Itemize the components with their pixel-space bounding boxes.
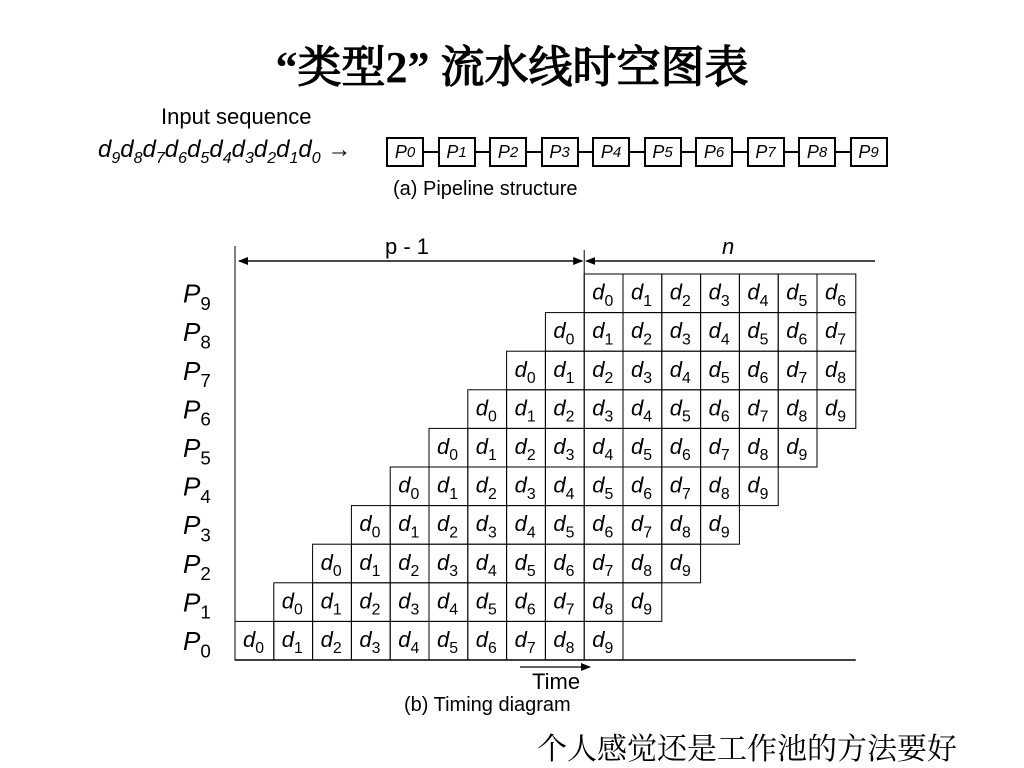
timing-cell-label: $d_0$ [514, 356, 536, 387]
row-label-p4: $P_4$ [183, 471, 211, 507]
time-label: Time [532, 669, 581, 694]
timing-cell-label: $d_8$ [825, 356, 847, 387]
timing-cell-label: $d_4$ [437, 588, 459, 619]
timing-cell-label: $d_1$ [553, 356, 575, 387]
timing-cell-label: $d_3$ [708, 279, 730, 310]
timing-cell-label: $d_4$ [747, 279, 769, 310]
timing-cell-label: $d_5$ [437, 627, 459, 658]
timing-cell-label: $d_2$ [398, 549, 420, 580]
timing-cell-label: $d_1$ [359, 549, 381, 580]
timing-cell-label: $d_8$ [786, 395, 808, 426]
timing-cell-label: $d_0$ [359, 511, 381, 542]
timing-caption: (b) Timing diagram [404, 694, 571, 716]
timing-cell-label: $d_0$ [320, 549, 342, 580]
row-label-p2: $P_2$ [183, 548, 211, 585]
timing-cell-label: $d_6$ [825, 279, 847, 310]
timing-cell-label: $d_8$ [631, 549, 653, 580]
timing-cell-label: $d_6$ [708, 395, 730, 426]
timing-cell-label: $d_4$ [631, 395, 653, 426]
timing-cell-label: $d_7$ [786, 356, 808, 387]
timing-cell-label: $d_2$ [514, 434, 536, 465]
timing-cell-label: $d_0$ [243, 627, 265, 658]
timing-cell-label: $d_2$ [592, 356, 614, 387]
timing-cell-label: $d_0$ [553, 318, 575, 349]
timing-cell-label: $d_6$ [747, 356, 769, 387]
timing-cell-label: $d_3$ [631, 356, 653, 387]
timing-cell-label: $d_9$ [747, 472, 769, 503]
timing-cell-label: $d_2$ [437, 511, 459, 542]
input-sequence-label: Input sequence [161, 104, 312, 129]
pipeline-stage-p1: P 1 [438, 137, 476, 167]
timing-cell-label: $d_4$ [553, 472, 575, 503]
timing-cell-label: $d_8$ [708, 472, 730, 503]
timing-cell-label: $d_3$ [553, 434, 575, 465]
input-sequence-data: $d_9d_8d_7d_6d_5d_4d_3d_2d_1d_0$ → [98, 136, 352, 167]
timing-cell-label: $d_2$ [669, 279, 691, 310]
timing-cell-label: $d_6$ [592, 511, 614, 542]
timing-cell-label: $d_1$ [631, 279, 653, 310]
timing-cell-label: $d_4$ [708, 318, 730, 349]
timing-cell-label: $d_9$ [669, 549, 691, 580]
pipeline-stage-p8: P 8 [798, 137, 836, 167]
timing-cell-label: $d_7$ [631, 511, 653, 542]
timing-cell-label: $d_3$ [359, 627, 381, 658]
timing-cell-label: $d_2$ [359, 588, 381, 619]
timing-cell-label: $d_4$ [475, 549, 497, 580]
timing-cell-label: $d_5$ [514, 549, 536, 580]
timing-cell-label: $d_6$ [514, 588, 536, 619]
timing-cell-label: $d_4$ [398, 627, 420, 658]
timing-cell-label: $d_6$ [631, 472, 653, 503]
timing-cell-label: $d_5$ [475, 588, 497, 619]
timing-cell-label: $d_7$ [708, 434, 730, 465]
timing-cell-label: $d_8$ [553, 627, 575, 658]
timing-cell-label: $d_3$ [437, 549, 459, 580]
timing-cell-label: $d_7$ [747, 395, 769, 426]
pipeline-stage-p6: P 6 [695, 137, 733, 167]
row-label-p6: $P_6$ [183, 394, 211, 430]
pipeline-stage-p3: P 3 [541, 137, 579, 167]
pipeline-caption: (a) Pipeline structure [393, 178, 578, 200]
timing-cell-label: $d_7$ [825, 318, 847, 349]
pipeline-stage-p2: P 2 [489, 137, 527, 167]
timing-cell-label: $d_5$ [553, 511, 575, 542]
timing-cell-label: $d_6$ [669, 434, 691, 465]
timing-cell-label: $d_8$ [747, 434, 769, 465]
row-label-p5: $P_5$ [183, 433, 211, 469]
timing-cell-label: $d_7$ [514, 627, 536, 658]
row-label-p7: $P_7$ [183, 355, 211, 392]
row-label-p8: $P_8$ [183, 317, 211, 353]
timing-cell-label: $d_1$ [475, 434, 497, 465]
timing-cell-label: $d_3$ [398, 588, 420, 619]
timing-cell-label: $d_5$ [669, 395, 691, 426]
timing-cell-label: $d_1$ [398, 511, 420, 542]
page-title: “类型2” 流水线时空图表 [275, 43, 749, 92]
timing-cell-label: $d_1$ [514, 395, 536, 426]
timing-cell-label: $d_4$ [514, 511, 536, 542]
timing-cell-label: $d_0$ [475, 395, 497, 426]
timing-cell-label: $d_1$ [437, 472, 459, 503]
pipeline-stage-p9: P 9 [850, 137, 888, 167]
timing-cell-label: $d_9$ [786, 434, 808, 465]
timing-cell-label: $d_6$ [553, 549, 575, 580]
timing-cell-label: $d_0$ [281, 588, 303, 619]
timing-cell-label: $d_2$ [475, 472, 497, 503]
row-label-p9: $P_9$ [183, 278, 211, 314]
timing-cell-label: $d_5$ [631, 434, 653, 465]
timing-cell-label: $d_0$ [398, 472, 420, 503]
timing-cell-label: $d_8$ [592, 588, 614, 619]
timing-cell-label: $d_3$ [592, 395, 614, 426]
timing-cell-label: $d_2$ [320, 627, 342, 658]
timing-cell-label: $d_1$ [320, 588, 342, 619]
span-right-label: n [722, 234, 735, 259]
timing-cell-label: $d_3$ [514, 472, 536, 503]
row-label-p0: $P_0$ [183, 626, 211, 662]
timing-cell-label: $d_0$ [437, 434, 459, 465]
timing-cell-label: $d_8$ [669, 511, 691, 542]
span-left-label: p - 1 [385, 234, 430, 259]
pipeline-stage-p4: P 4 [592, 137, 630, 167]
timing-cell-label: $d_4$ [592, 434, 614, 465]
timing-cell-label: $d_7$ [592, 549, 614, 580]
timing-cell-label: $d_9$ [825, 395, 847, 426]
timing-cell-label: $d_4$ [669, 356, 691, 387]
timing-cell-label: $d_1$ [592, 318, 614, 349]
timing-cell-label: $d_6$ [475, 627, 497, 658]
timing-cell-label: $d_5$ [786, 279, 808, 310]
row-label-p1: $P_1$ [183, 587, 211, 623]
timing-cell-label: $d_5$ [708, 356, 730, 387]
timing-cell-label: $d_9$ [631, 588, 653, 619]
timing-cell-label: $d_0$ [592, 279, 614, 310]
timing-cell-label: $d_2$ [631, 318, 653, 349]
timing-cell-label: $d_5$ [747, 318, 769, 349]
timing-cell-label: $d_6$ [786, 318, 808, 349]
timing-cell-label: $d_1$ [281, 627, 303, 658]
timing-cell-label: $d_3$ [669, 318, 691, 349]
timing-cell-label: $d_7$ [553, 588, 575, 619]
pipeline-stage-p7: P 7 [747, 137, 785, 167]
timing-cell-label: $d_3$ [475, 511, 497, 542]
timing-cell-label: $d_7$ [669, 472, 691, 503]
timing-cell-label: $d_9$ [592, 627, 614, 658]
timing-cell-label: $d_5$ [592, 472, 614, 503]
timing-cell-label: $d_9$ [708, 511, 730, 542]
timing-cell-label: $d_2$ [553, 395, 575, 426]
footnote: 个人感觉还是工作池的方法要好 [537, 732, 957, 767]
pipeline-stage-p0: P 0 [386, 137, 424, 167]
pipeline-stage-p5: P 5 [644, 137, 682, 167]
row-label-p3: $P_3$ [183, 510, 211, 546]
